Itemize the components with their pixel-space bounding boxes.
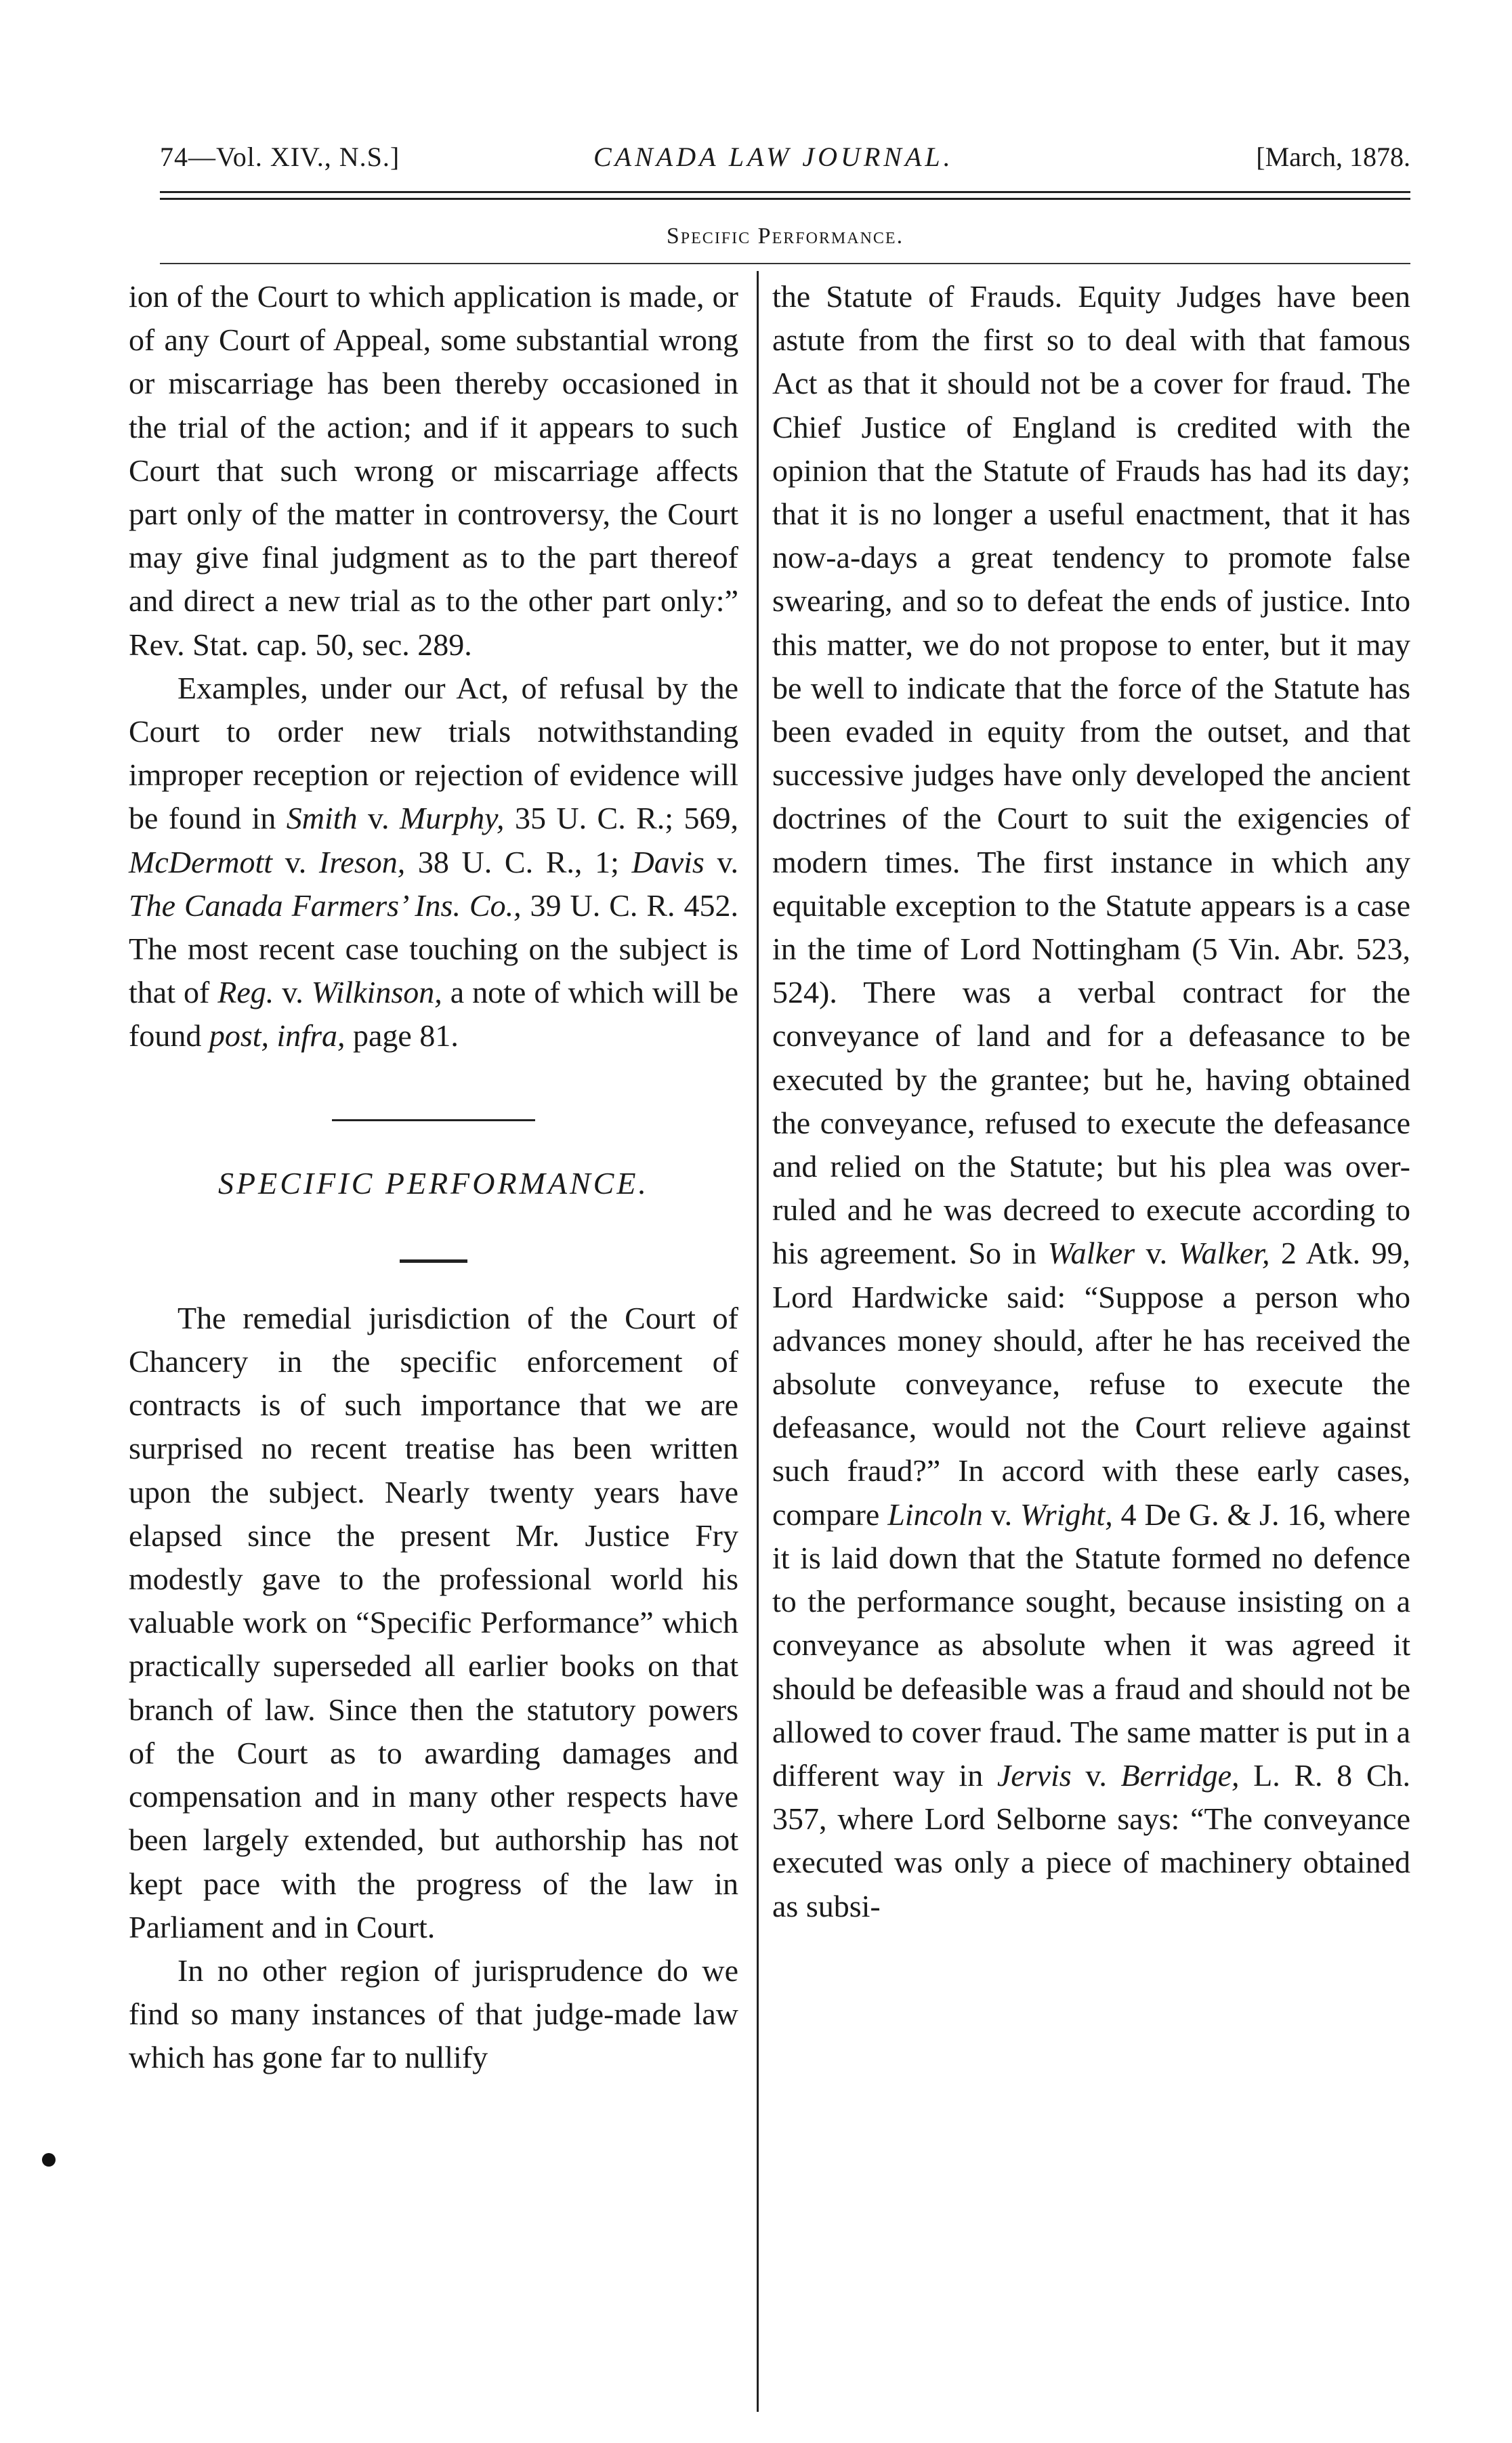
issue-date: [March, 1878. [1256, 142, 1410, 172]
running-header [160, 133, 1410, 182]
case-name: Walker [1047, 1236, 1135, 1271]
column-divider [757, 271, 759, 2412]
case-name: Davis [631, 844, 705, 879]
text-run: v. [1071, 1757, 1121, 1793]
text-run: v. [272, 844, 319, 879]
subhead-rule [160, 263, 1410, 264]
paragraph-intro: The remedial jurisdiction of the Court of Chancery in the specific enforcement of contracts is of such importance that we are surprised no recent treatise has been written upon the subject. Nearly twenty years have elapsed since the present Mr. Justice Fry modestly gave to the professional world his valuable work on “Specific Performance” which practically superseded all earlier books on that branch of law. Since then the statutory powers of the Court as to awarding damages and compensation and in many other respects have been largely extended, but authorship has not kept pace with the progress of the law in Parliament and in Court. [129, 1300, 738, 1944]
case-name: The Canada Farmers’ Ins. Co., [129, 888, 522, 923]
text-run: v. [704, 844, 739, 879]
text-run: v. [982, 1497, 1020, 1532]
left-column [129, 275, 738, 2080]
header-rule-top [160, 191, 1410, 193]
paragraph-continuation: ion of the Court to which application is made, or of any Court of Appeal, some substantial wrong or miscarriage has been thereby occasioned in the trial of the action; and if it appears to such Court that such wrong or miscarriage affects part only of the matter in controversy, the Court may give final judgment as to the part thereof and direct a new trial as to the other part only:” Rev. Stat. cap. 50, sec. 289. [129, 279, 738, 662]
case-name: Berridge, [1120, 1757, 1240, 1793]
text-run: 39 U. C. R. 452. The most recent case touching on the subject is that of [129, 888, 738, 1010]
case-name: Lincoln [887, 1497, 983, 1532]
text-run: v. [274, 975, 312, 1010]
text-run: 4 De G. & J. 16, where it is laid down that the Statute formed no defence to the performance sought, because insisting on a conveyance as absolute when it was agreed it should be defeasible was a fraud and should not be allowed to cover fraud. The same matter is put in a different way in [772, 1497, 1411, 1793]
journal-title: CANADA LAW JOURNAL. [593, 142, 954, 172]
right-column [772, 275, 1410, 1928]
case-name: Walker, [1178, 1236, 1270, 1271]
text-run: L. R. 8 Ch. 357, where Lord Selborne says: “The conveyance executed was only a piece of machinery obtained as subsi- [772, 1757, 1411, 1923]
paragraph-examples [129, 667, 738, 1058]
volume-label: 74—Vol. XIV., N.S.] [160, 142, 400, 172]
case-name: Jervis [996, 1757, 1072, 1793]
paragraph-judge-made-law: In no other region of jurisprudence do we find so many instances of that judge-made law which has gone far to nullify [129, 1953, 738, 2075]
case-name: Murphy, [399, 801, 505, 836]
case-name: McDermott [129, 844, 273, 879]
text-run: 2 Atk. 99, Lord Hardwicke said: “Suppose a person who advances money should, after he has received the absolute conveyance, refuse to execute the defeasance, would not the Court relieve against such fraud?” In accord with these early cases, compare [772, 1236, 1411, 1532]
cross-reference: post, infra, [209, 1018, 345, 1053]
text-run: 35 U. C. R.; 569, [504, 801, 738, 836]
text-run: page 81. [345, 1018, 459, 1053]
text-run: v. [1135, 1236, 1179, 1271]
margin-ink-mark [42, 2153, 56, 2167]
case-name: Smith [286, 801, 358, 836]
text-run: v. [357, 801, 400, 836]
paragraph-statute-of-frauds [772, 275, 1410, 1928]
text-run: a note of which will be found [129, 975, 739, 1053]
section-separator [332, 1119, 535, 1121]
case-name: Wilkinson, [311, 975, 442, 1010]
article-title: SPECIFIC PERFORMANCE. [218, 1165, 649, 1200]
text-run: Examples, under our Act, of refusal by the Court to order new trials notwithstanding improper reception or rejection of evidence will be found in [129, 670, 738, 836]
header-rule-bottom [160, 198, 1410, 200]
text-run: 38 U. C. R., 1; [405, 844, 632, 879]
case-name: Wright, [1020, 1497, 1113, 1532]
case-name: Ireson, [318, 844, 406, 879]
text-run: the Statute of Frauds. Equity Judges have been astute from the first so to deal with that famous Act as that it should not be a cover for fraud. The Chief Justice of England is credited with the opinion that the Statute of Frauds has had its day; that it is no longer a useful enactment, that it has now-a-days a great tendency to promote false swearing, and so to defeat the ends of justice. Into this matter, we do not propose to enter, but it may be well to indicate that the force of the Statute has been evaded in equity from the outset, and that successive judges have only developed the ancient doctrines of the Court to suit the exigencies of modern times. The first instance in which any equitable exception to the Statute appears is a case in the time of Lord Nottingham (5 Vin. Abr. 523, 524). There was a verbal contract for the conveyance of land and for a defeasance to be executed by the grantee; but he, having obtained the conveyance, refused to execute the defeasance and relied on the Statute; but his plea was over-ruled and he was decreed to execute according to his agreement. So in [772, 279, 1410, 1271]
section-subhead: Specific Performance. [666, 224, 904, 249]
title-rule [400, 1259, 467, 1263]
case-name: Reg. [217, 975, 274, 1010]
